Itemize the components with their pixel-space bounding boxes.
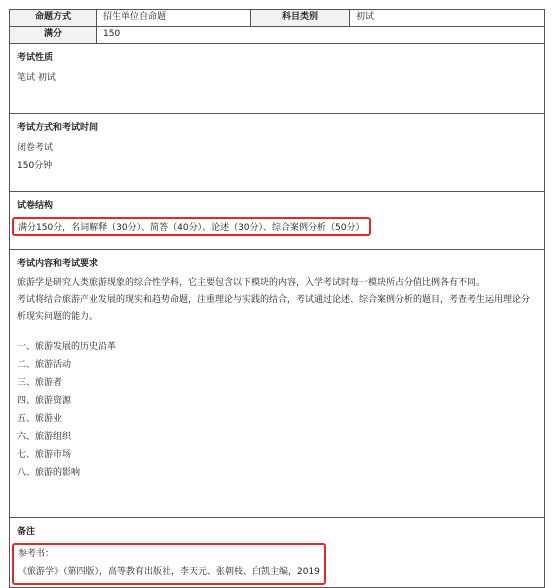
section-paper-structure	[10, 192, 544, 250]
list-item: 七、旅游市场	[17, 450, 72, 460]
section-exam-requirements	[10, 250, 544, 518]
section-content: 笔试 初试	[17, 73, 56, 83]
header-row-1	[10, 10, 544, 27]
highlight-box	[12, 217, 371, 236]
section-title: 试卷结构	[17, 201, 54, 211]
exam-syllabus-table	[9, 9, 545, 588]
section-line: 闭卷考试	[17, 143, 54, 153]
value-full-score: 150	[103, 29, 121, 39]
reference-label: 参考书：	[18, 549, 55, 559]
reference-book: 《旅游学》（第四版），高等教育出版社，李天元、张朝枝、白凯主编，2019	[18, 567, 320, 577]
paragraph: 考试将结合旅游产业发展的现实和趋势命题，注重理论与实践的结合，考试通过论述、综合案例分析的题目，考查考生运用理论分析现实问题的能力。	[17, 295, 531, 322]
list-item: 六、旅游组织	[17, 432, 72, 442]
section-title: 备注	[17, 527, 36, 537]
section-line: 150分钟	[17, 161, 53, 171]
section-exam-nature	[10, 44, 544, 114]
list-item: 五、旅游业	[17, 414, 63, 424]
label-exam-method: 命题方式	[10, 10, 97, 26]
section-exam-method	[10, 114, 544, 192]
label-subject-category: 科目类别	[251, 10, 350, 26]
highlight-box	[12, 543, 326, 585]
list-item: 三、旅游者	[17, 378, 63, 388]
label-full-score: 满分	[10, 27, 97, 43]
value-subject-category: 初试	[356, 12, 375, 22]
list-item: 二、旅游活动	[17, 360, 72, 370]
header-row-2	[10, 27, 544, 44]
list-item: 八、旅游的影响	[17, 468, 81, 478]
list-item: 一、旅游发展的历史沿革	[17, 342, 117, 352]
section-title: 考试内容和考试要求	[17, 259, 99, 269]
list-item: 四、旅游资源	[17, 396, 72, 406]
section-content: 满分150分，名词解释（30分）、简答（40分）、论述（30分）、综合案例分析（50分）	[18, 223, 365, 233]
section-title: 考试方式和考试时间	[17, 123, 99, 133]
paragraph: 旅游学是研究人类旅游现象的综合性学科，它主要包含以下模块的内容，入学考试时每一模块所占分值比例各有不同。	[17, 278, 486, 288]
value-exam-method: 招生单位自命题	[97, 10, 251, 26]
section-title: 考试性质	[17, 53, 54, 63]
